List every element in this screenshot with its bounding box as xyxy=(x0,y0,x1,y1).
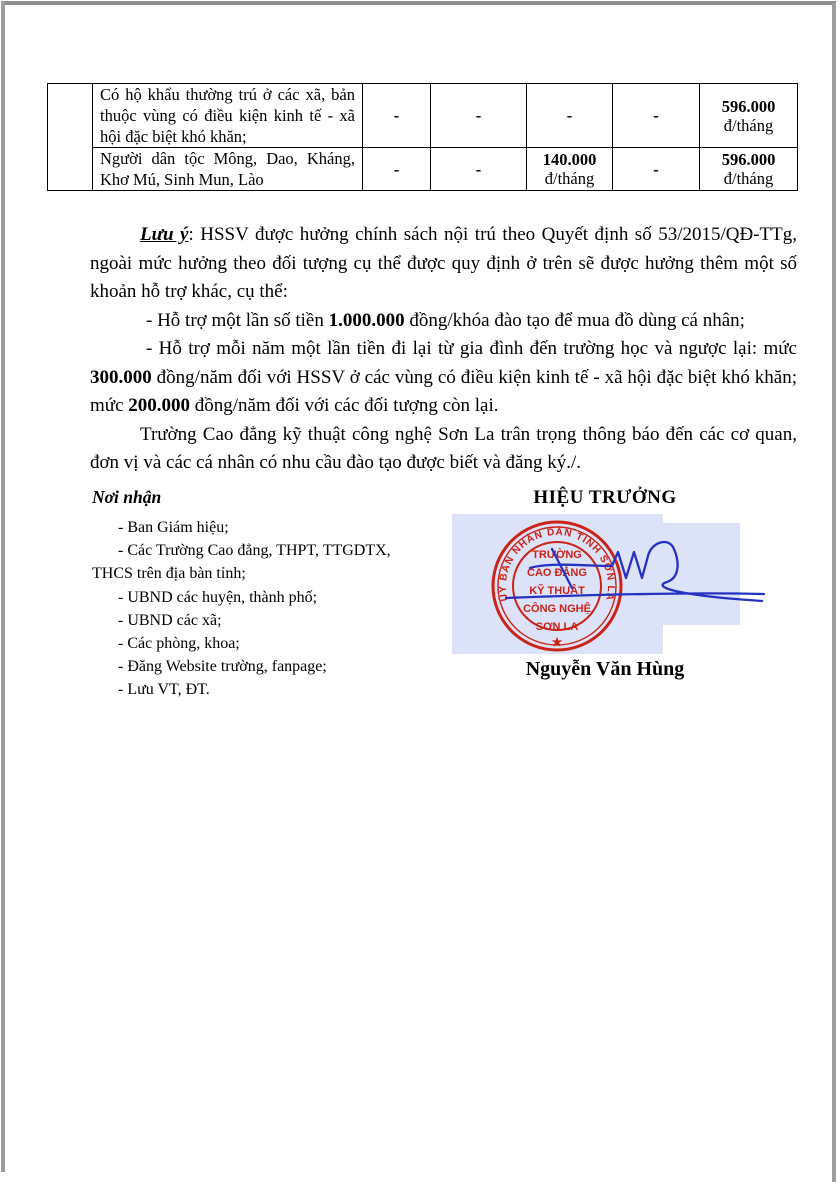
recipient-item: - Các Trường Cao đẳng, THPT, TTGDTX, THCS trên địa bàn tỉnh; xyxy=(92,542,391,583)
cell-unit: đ/tháng xyxy=(544,169,595,188)
stamp-center-line: KỸ THUẬT xyxy=(529,585,585,597)
closing-paragraph: Trường Cao đẳng kỹ thuật công nghệ Sơn La trân trọng thông báo đến các cơ quan, đơn vị và các cá nhân có nhu cầu đào tạo được biết và đăng ký./. xyxy=(90,423,797,473)
note-item-2 xyxy=(90,335,797,421)
recipient-item: - Đăng Website trường, fanpage; xyxy=(118,658,327,676)
stamp-center-line: CAO ĐẲNG xyxy=(527,567,587,579)
cell-amount: 596.000 xyxy=(721,150,776,169)
note-item1-pre: - Hỗ trợ một lần số tiền xyxy=(146,309,329,331)
recipients-title: Nơi nhận xyxy=(92,487,162,507)
note-intro-text: : HSSV được hưởng chính sách nội trú theo Quyết định số 53/2015/QĐ-TTg, ngoài mức hưởng theo đối tượng cụ thể được quy định ở trên sẽ được hưởng thêm một số khoản hỗ trợ khác, cụ thể: xyxy=(90,224,797,302)
table-cell-value xyxy=(527,148,613,191)
stamp-center-line: CÔNG NGHỆ xyxy=(523,603,591,615)
recipient-item: - UBND các huyện, thành phố; xyxy=(118,588,318,606)
note-item2-pre: - Hỗ trợ mỗi năm một lần tiền đi lại từ gia đình đến trường học và ngược lại: mức xyxy=(146,338,797,359)
handwritten-signature xyxy=(505,535,775,615)
window-edge-top xyxy=(1,1,836,5)
cell-amount: 140.000 xyxy=(542,150,597,169)
note-item2-amount1: 300.000 xyxy=(90,366,152,388)
window-edge-right xyxy=(832,3,836,1182)
stamp-center-line: SƠN LA xyxy=(535,621,579,633)
note-intro-paragraph xyxy=(90,221,797,307)
table-cell-value xyxy=(363,84,431,148)
stamp-center-line: TRƯỜNG xyxy=(532,549,582,561)
window-edge-left xyxy=(1,1,5,1172)
signature-pen-stroke xyxy=(552,549,572,588)
table-row xyxy=(48,148,798,191)
cell-amount: - xyxy=(653,159,659,179)
table-cell-value xyxy=(613,148,700,191)
table-cell-value xyxy=(613,84,700,148)
note-item2-post: đồng/năm đối với các đối tượng còn lại. xyxy=(190,395,499,416)
note-item-1 xyxy=(90,307,797,336)
recipient-item: - Lưu VT, ĐT. xyxy=(118,681,210,699)
table-row xyxy=(48,84,798,148)
table-cell-value xyxy=(700,84,798,148)
stamp-star-icon: ★ xyxy=(551,635,563,649)
cell-amount: - xyxy=(653,106,659,125)
cell-amount: - xyxy=(475,159,482,179)
note-item2-amount2: 200.000 xyxy=(128,395,191,416)
cell-amount: - xyxy=(566,106,573,125)
table-cell-value xyxy=(700,148,798,191)
cell-amount: 596.000 xyxy=(721,96,776,116)
table-cell-description: Người dân tộc Mông, Dao, Kháng, Khơ Mú, Sinh Mun, Lào xyxy=(93,148,363,191)
note-section xyxy=(90,221,797,478)
table-cell-value xyxy=(363,148,431,191)
recipient-item: - UBND các xã; xyxy=(118,611,222,629)
recipient-item: - Ban Giám hiệu; xyxy=(118,519,229,536)
cell-unit: đ/tháng xyxy=(723,169,774,188)
cell-unit: đ/tháng xyxy=(723,115,774,135)
cell-amount: - xyxy=(393,159,400,179)
signer-name: Nguyễn Văn Hùng xyxy=(525,658,685,680)
recipients-section xyxy=(92,487,414,702)
cell-amount: - xyxy=(393,106,400,125)
allowance-table xyxy=(47,83,798,191)
table-cell-value xyxy=(527,84,613,148)
cell-amount: - xyxy=(475,106,482,125)
note-item2-mid: đồng/năm đối với HSSV ở các vùng có điều kiện kinh tế - xã hội đặc biệt khó khăn; mức xyxy=(90,366,797,416)
table-cell-description: Có hộ khẩu thường trú ở các xã, bản thuộc vùng có điều kiện kinh tế - xã hội đặc biệt khó khăn; xyxy=(93,84,363,148)
table-cell-index xyxy=(48,84,93,191)
recipient-item: - Các phòng, khoa; xyxy=(118,635,240,653)
note-label: Lưu ý xyxy=(140,224,189,245)
note-item1-post: đồng/khóa đào tạo để mua đồ dùng cá nhân; xyxy=(404,309,745,331)
stamp-ring-text: ỦY BAN NHÂN DÂN TỈNH SƠN LA xyxy=(497,526,617,603)
signer-position-title: HIỆU TRƯỞNG xyxy=(533,487,677,508)
note-item1-amount: 1.000.000 xyxy=(328,309,405,331)
table-cell-value xyxy=(431,148,527,191)
table-cell-value xyxy=(431,84,527,148)
